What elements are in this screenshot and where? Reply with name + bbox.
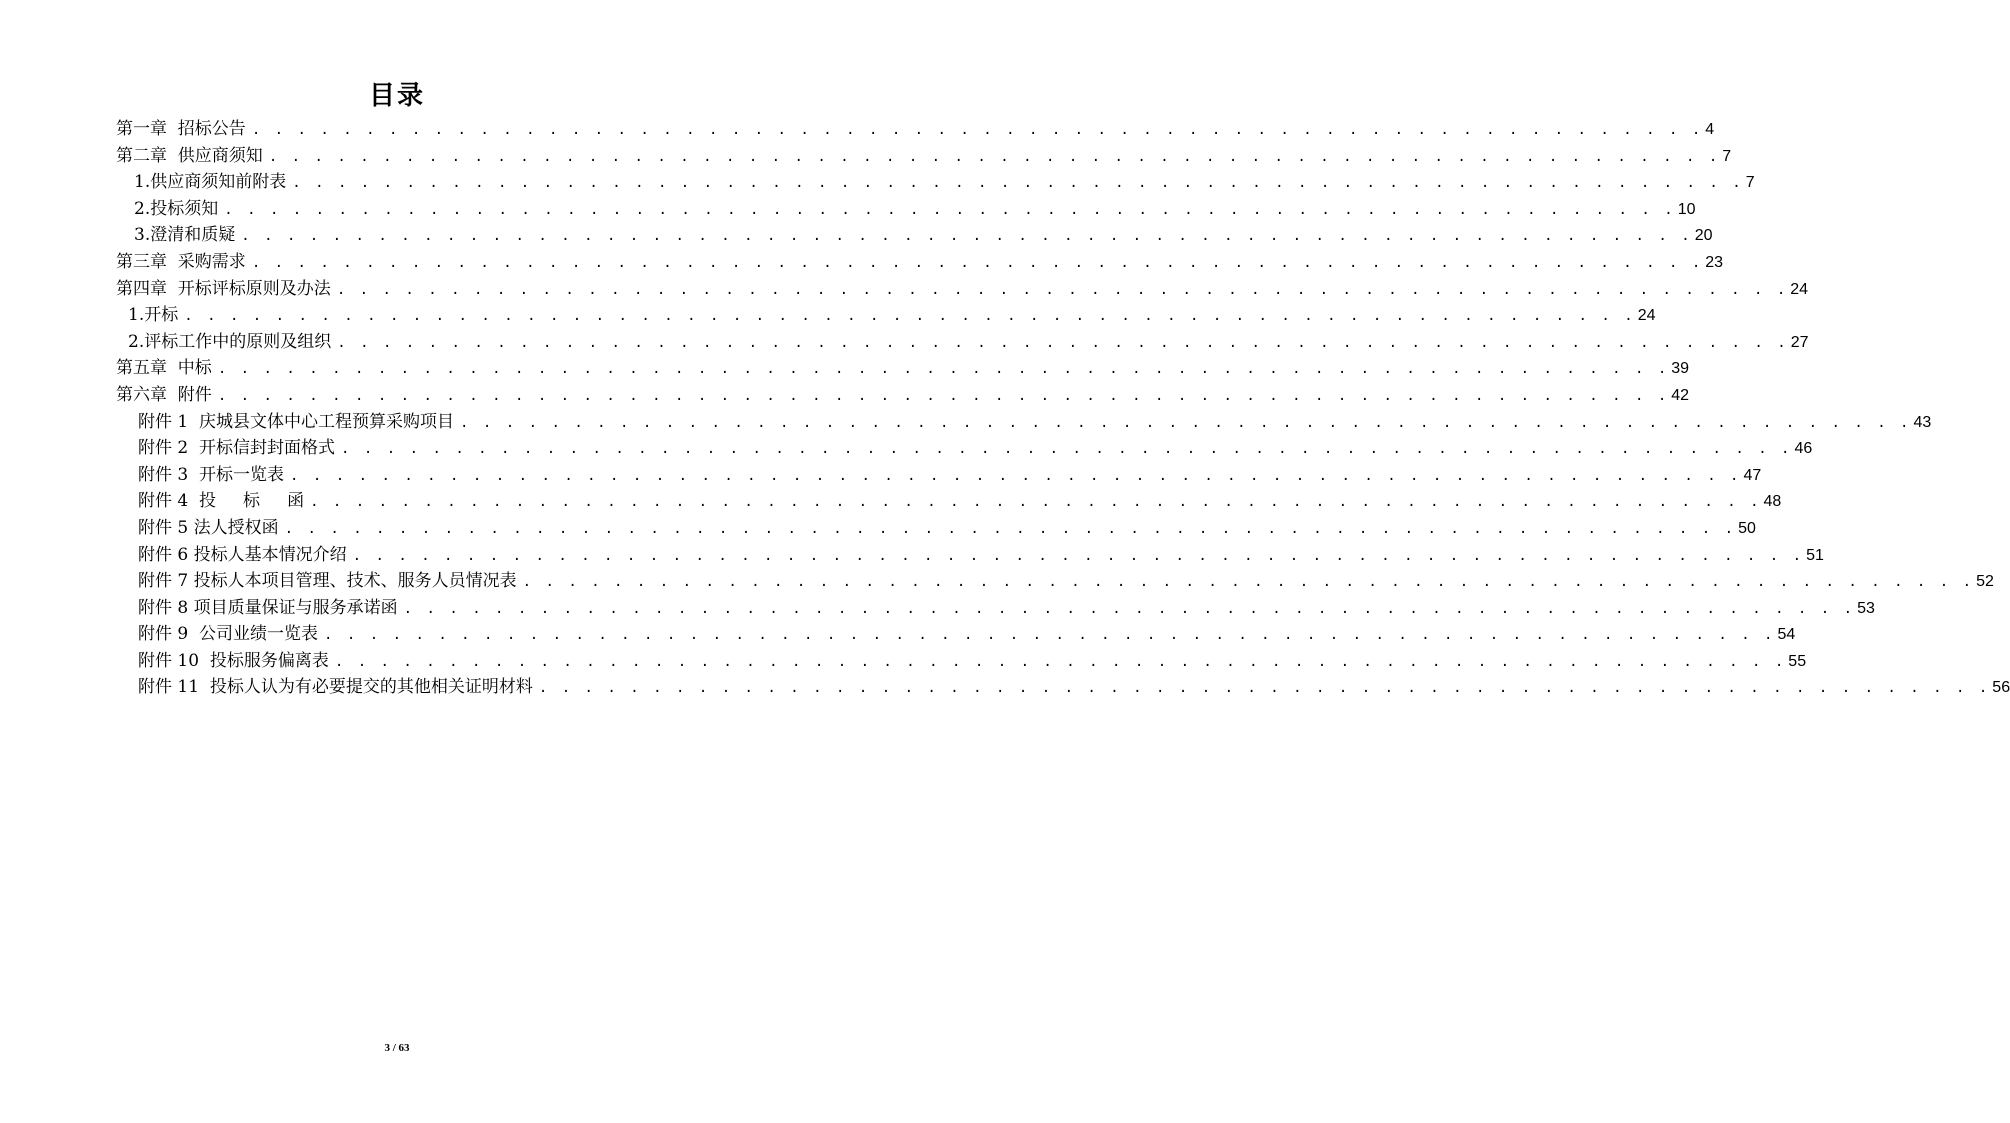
toc-entry-page-number: 52 xyxy=(1976,573,1994,591)
toc-entry[interactable] xyxy=(116,595,1875,622)
toc-entry[interactable] xyxy=(116,116,1715,143)
toc-dot-leader: . . . . . . . . . . . . . . . . . . . . . . . . . . . . . . . . . . . . . . . . . . . . . . . . . . . . . . . . . . . . . . . . xyxy=(284,520,1737,537)
toc-entry-label: 附件 9 公司业绩一览表 xyxy=(138,624,319,645)
toc-dot-leader: . . . . . . . . . . . . . . . . . . . . . . . . . . . . . . . . . . . . . . . . . . . . . . . . . . . . . . . . . . . . . . . . xyxy=(403,600,1856,617)
toc-entry-label: 2.评标工作中的原则及组织 xyxy=(128,331,332,352)
toc-dot-leader: . . . . . . . . . . . . . . . . . . . . . . . . . . . . . . . . . . . . . . . . . . . . . . . . . . . . . . . . . . . . . . . . xyxy=(290,467,1742,484)
page-number-footer: 3 / 63 xyxy=(384,1042,410,1054)
toc-entry-page-number: 48 xyxy=(1763,493,1782,511)
toc-entry[interactable] xyxy=(116,462,1762,489)
table-of-contents xyxy=(116,116,2010,701)
toc-entry[interactable] xyxy=(116,674,2010,701)
toc-dot-leader: . . . . . . . . . . . . . . . . . . . . . . . . . . . . . . . . . . . . . . . . . . . . . . . . . . . . . . . . . . . . . . . . xyxy=(292,175,1744,192)
toc-dot-leader: . . . . . . . . . . . . . . . . . . . . . . . . . . . . . . . . . . . . . . . . . . . . . . . . . . . . . . . . . . . . . . . . xyxy=(336,281,1789,298)
toc-dot-leader: . . . . . . . . . . . . . . . . . . . . . . . . . . . . . . . . . . . . . . . . . . . . . . . . . . . . . . . . . . . . . . . . xyxy=(538,680,1991,697)
toc-entry[interactable] xyxy=(116,621,1796,648)
toc-entry-label: 附件 2 开标信封封面格式 xyxy=(138,438,336,459)
toc-entry-page-number: 55 xyxy=(1788,652,1807,670)
toc-dot-leader: . . . . . . . . . . . . . . . . . . . . . . . . . . . . . . . . . . . . . . . . . . . . . . . . . . . . . . . . . . . . . . . . xyxy=(217,361,1670,378)
toc-entry[interactable] xyxy=(116,409,1932,436)
toc-dot-leader: . . . . . . . . . . . . . . . . . . . . . . . . . . . . . . . . . . . . . . . . . . . . . . . . . . . . . . . . . . . . . . . . xyxy=(251,254,1704,271)
toc-entry[interactable] xyxy=(116,542,1824,569)
toc-entry[interactable] xyxy=(116,329,1809,356)
toc-entry-page-number: 24 xyxy=(1637,307,1656,325)
toc-entry[interactable] xyxy=(116,196,1696,223)
toc-dot-leader: . . . . . . . . . . . . . . . . . . . . . . . . . . . . . . . . . . . . . . . . . . . . . . . . . . . . . . . . . . . . . . . . xyxy=(337,334,1789,351)
toc-entry-page-number: 42 xyxy=(1671,386,1690,404)
toc-entry-label: 附件 5 法人授权函 xyxy=(138,517,279,538)
toc-entry-label: 附件 1 庆城县文体中心工程预算采购项目 xyxy=(138,411,455,432)
toc-entry-page-number: 27 xyxy=(1790,333,1809,351)
toc-entry-page-number: 24 xyxy=(1790,280,1809,298)
toc-dot-leader: . . . . . . . . . . . . . . . . . . . . . . . . . . . . . . . . . . . . . . . . . . . . . . . . . . . . . . . . . . . . . . . . xyxy=(341,441,1793,458)
toc-entry-label: 附件 7 投标人本项目管理、技术、服务人员情况表 xyxy=(138,571,517,592)
toc-dot-leader: . . . . . . . . . . . . . . . . . . . . . . . . . . . . . . . . . . . . . . . . . . . . . . . . . . . . . . . . . . . . . . . . xyxy=(334,653,1787,670)
toc-entry[interactable] xyxy=(116,143,1732,170)
toc-entry-label: 第一章 招标公告 xyxy=(116,119,246,139)
toc-entry-page-number: 47 xyxy=(1743,466,1762,484)
toc-dot-leader: . . . . . . . . . . . . . . . . . . . . . . . . . . . . . . . . . . . . . . . . . . . . . . . . . . . . . . . . . . . . . . . . xyxy=(251,122,1704,138)
toc-entry-label: 第二章 供应商须知 xyxy=(116,145,263,166)
toc-entry-page-number: 20 xyxy=(1694,227,1713,245)
toc-entry-label: 1.开标 xyxy=(128,305,179,326)
toc-dot-leader: . . . . . . . . . . . . . . . . . . . . . . . . . . . . . . . . . . . . . . . . . . . . . . . . . . . . . . . . . . . . . . . . xyxy=(224,201,1676,218)
toc-dot-leader: . . . . . . . . . . . . . . . . . . . . . . . . . . . . . . . . . . . . . . . . . . . . . . . . . . . . . . . . . . . . . . . . xyxy=(241,228,1693,245)
toc-dot-leader: . . . . . . . . . . . . . . . . . . . . . . . . . . . . . . . . . . . . . . . . . . . . . . . . . . . . . . . . . . . . . . . . xyxy=(460,414,1912,431)
toc-entry-page-number: 54 xyxy=(1777,626,1796,644)
toc-dot-leader: . . . . . . . . . . . . . . . . . . . . . . . . . . . . . . . . . . . . . . . . . . . . . . . . . . . . . . . . . . . . . . . . xyxy=(184,308,1636,325)
toc-entry[interactable] xyxy=(116,302,1656,329)
toc-entry-label: 附件 3 开标一览表 xyxy=(138,464,285,485)
toc-entry-label: 第六章 附件 xyxy=(116,384,212,405)
toc-entry-page-number: 56 xyxy=(1992,679,2010,697)
page-title: 目录 xyxy=(368,81,425,111)
toc-entry[interactable] xyxy=(116,382,1690,409)
toc-entry[interactable] xyxy=(116,276,1809,303)
toc-entry-page-number: 53 xyxy=(1857,599,1875,617)
toc-entry[interactable] xyxy=(116,169,1755,196)
toc-entry-label: 1.供应商须知前附表 xyxy=(134,172,287,193)
toc-entry[interactable] xyxy=(116,355,1690,382)
toc-entry[interactable] xyxy=(116,249,1724,276)
toc-entry-page-number: 46 xyxy=(1794,440,1813,458)
toc-entry[interactable] xyxy=(116,515,1756,542)
toc-entry-page-number: 10 xyxy=(1677,200,1696,218)
toc-entry-page-number: 4 xyxy=(1705,121,1715,138)
toc-entry-page-number: 23 xyxy=(1705,253,1724,271)
toc-entry-label: 2.投标须知 xyxy=(134,198,219,219)
toc-entry[interactable] xyxy=(116,488,1782,515)
toc-entry-label: 附件 8 项目质量保证与服务承诺函 xyxy=(138,597,398,618)
toc-dot-leader: . . . . . . . . . . . . . . . . . . . . . . . . . . . . . . . . . . . . . . . . . . . . . . . . . . . . . . . . . . . . . . . . xyxy=(352,547,1805,564)
toc-dot-leader: . . . . . . . . . . . . . . . . . . . . . . . . . . . . . . . . . . . . . . . . . . . . . . . . . . . . . . . . . . . . . . . . xyxy=(324,627,1776,644)
toc-entry-label: 3.澄清和质疑 xyxy=(134,225,236,246)
toc-entry[interactable] xyxy=(116,435,1813,462)
toc-entry[interactable] xyxy=(116,222,1713,249)
toc-entry-page-number: 51 xyxy=(1806,546,1824,564)
toc-dot-leader: . . . . . . . . . . . . . . . . . . . . . . . . . . . . . . . . . . . . . . . . . . . . . . . . . . . . . . . . . . . . . . . . xyxy=(310,494,1762,511)
toc-entry-page-number: 39 xyxy=(1671,360,1690,378)
toc-dot-leader: . . . . . . . . . . . . . . . . . . . . . . . . . . . . . . . . . . . . . . . . . . . . . . . . . . . . . . . . . . . . . . . . xyxy=(217,387,1670,404)
toc-entry-label: 第四章 开标评标原则及办法 xyxy=(116,278,331,299)
toc-dot-leader: . . . . . . . . . . . . . . . . . . . . . . . . . . . . . . . . . . . . . . . . . . . . . . . . . . . . . . . . . . . . . . . . xyxy=(268,148,1721,165)
toc-entry-label: 第五章 中标 xyxy=(116,358,212,379)
toc-entry-label: 附件 6 投标人基本情况介绍 xyxy=(138,544,347,565)
toc-entry[interactable] xyxy=(116,648,1807,675)
toc-entry[interactable] xyxy=(116,568,1994,595)
toc-dot-leader: . . . . . . . . . . . . . . . . . . . . . . . . . . . . . . . . . . . . . . . . . . . . . . . . . . . . . . . . . . . . . . . . xyxy=(522,574,1975,591)
toc-entry-page-number: 7 xyxy=(1745,174,1755,192)
toc-entry-label: 附件 10 投标服务偏离表 xyxy=(138,650,329,671)
toc-entry-page-number: 7 xyxy=(1722,147,1732,165)
toc-entry-label: 附件 4 投 标 函 xyxy=(138,491,305,512)
toc-entry-label: 第三章 采购需求 xyxy=(116,251,246,272)
toc-entry-page-number: 50 xyxy=(1738,519,1756,537)
toc-entry-page-number: 43 xyxy=(1913,413,1932,431)
toc-entry-label: 附件 11 投标人认为有必要提交的其他相关证明材料 xyxy=(138,677,533,698)
